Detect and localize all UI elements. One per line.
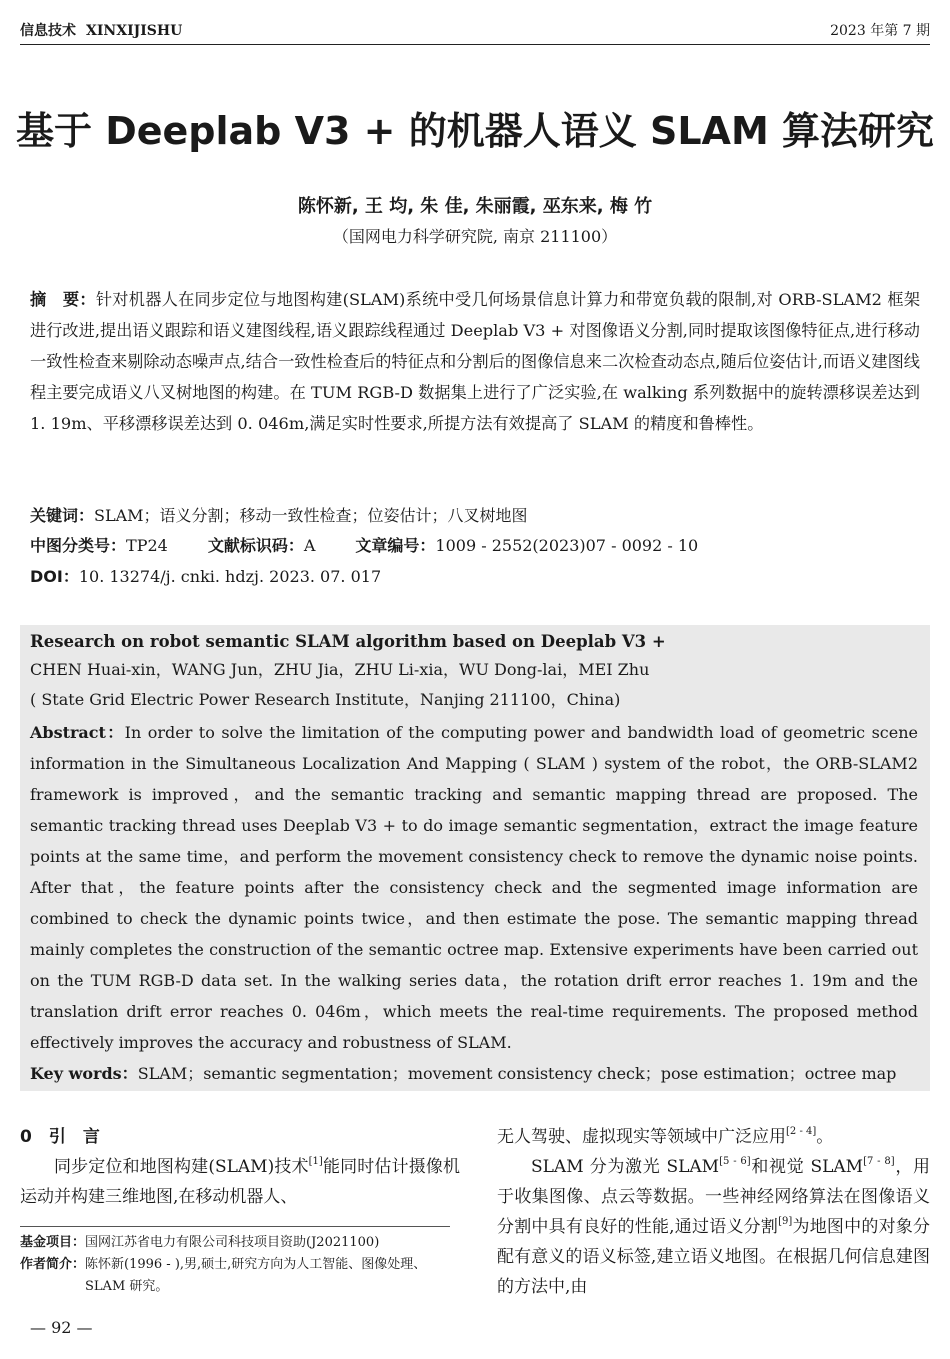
citation: [1]: [308, 1156, 323, 1167]
english-abstract-label: Abstract：: [30, 723, 125, 742]
clc-value: TP24: [126, 536, 168, 555]
doc-code-value: A: [303, 536, 316, 555]
footnote-funding: [20, 1232, 460, 1254]
page-number: — 92 —: [30, 1318, 93, 1337]
keywords-cn-label: 关键词：: [30, 506, 95, 525]
intro-continued: [497, 1122, 930, 1152]
funding-text: 国网江苏省电力有限公司科技项目资助(J2021100): [85, 1235, 380, 1250]
citation: [5 - 6]: [719, 1156, 751, 1167]
english-affiliation: ( State Grid Electric Power Research Institute，Nanjing 211100，China): [30, 690, 621, 709]
abstract-cn-label: 摘 要：: [30, 290, 96, 309]
intro-text: SLAM 分为激光 SLAM: [531, 1157, 720, 1177]
doi-value: 10. 13274/j. cnki. hdzj. 2023. 07. 017: [78, 567, 382, 586]
english-keywords-label: Key words：: [30, 1064, 138, 1083]
clc-label: 中图分类号：: [30, 536, 127, 555]
intro-text: 为地图中的对象分配有意义的语义标签,建立语义地图。在根据几何信息建图的方法中,由: [497, 1217, 931, 1297]
authors: 陈怀新, 王 均, 朱 佳, 朱丽霞, 巫东来, 梅 竹: [297, 196, 653, 217]
running-header: [20, 18, 930, 45]
english-title: Research on robot semantic SLAM algorithm based on Deeplab V3 +: [30, 632, 666, 651]
citation: [7 - 8]: [863, 1156, 895, 1167]
footnote-author: [20, 1254, 460, 1298]
citation: [9]: [778, 1216, 793, 1227]
paper-title: 基于 Deeplab V3 + 的机器人语义 SLAM 算法研究: [15, 109, 935, 153]
doc-code-label: 文献标识码：: [207, 536, 304, 555]
section-heading: 0 引 言: [20, 1127, 100, 1147]
english-abstract-text: In order to solve the limitation of the computing power and bandwidth load of geometric scene information in the Simultaneous Localization And Mapping ( SLAM ) system of the robot，the ORB-SLAM2 framework is improved，and the semantic tracking and semantic mapping thread are proposed. The semantic tracking thread uses Deeplab V3 + to do image semantic segmentation，extract the image feature points at the same time，and perform the movement consistency check to remove the dynamic noise points. After that，the feature points after the consistency check and the segmented image information are combined to check the dynamic points twice，and then estimate the pose. The semantic mapping thread mainly completes the construction of the semantic octree map. Extensive experiments have been carried out on the TUM RGB-D data set. In the walking series data，the rotation drift error reaches 1. 19m and the translation drift error reaches 0. 046m，which meets the real-time requirements. The proposed method effectively improves the accuracy and robustness of SLAM.: [30, 723, 919, 1052]
intro-text: 和视觉 SLAM: [750, 1157, 864, 1177]
intro-text: 同步定位和地图构建(SLAM)技术: [54, 1157, 309, 1177]
left-column: [20, 1122, 460, 1212]
author-bio-label: 作者简介：: [20, 1257, 86, 1272]
issue-label: 2023 年第 7 期: [830, 23, 930, 39]
english-keywords: [30, 1060, 918, 1088]
keywords-cn-text: SLAM；语义分割；移动一致性检查；位姿估计；八叉树地图: [94, 506, 528, 525]
footnote-divider: [20, 1226, 450, 1227]
intro-text: ，用于收集图像、点云等数据。一些神经网络算法在图像语义分割中具有良好的性能,通过语义分割: [497, 1157, 931, 1237]
english-authors: CHEN Huai-xin，WANG Jun，ZHU Jia，ZHU Li-xia，WU Dong-lai，MEI Zhu: [30, 660, 650, 679]
english-abstract: [30, 717, 918, 1058]
intro-paragraph-2: [497, 1152, 930, 1302]
affiliation: （国网电力科学研究院, 南京 211100）: [332, 227, 618, 246]
doi-line: [30, 563, 920, 591]
funding-label: 基金项目：: [20, 1235, 86, 1250]
intro-paragraph-1: [20, 1152, 460, 1212]
intro-text: 。: [816, 1127, 834, 1147]
article-number-label: 文章编号：: [355, 536, 436, 555]
journal-name-en: XINXIJISHU: [86, 23, 183, 39]
citation: [2 - 4]: [786, 1126, 817, 1137]
footnotes: [20, 1232, 460, 1298]
abstract-cn: [30, 284, 920, 439]
keywords-cn: [30, 502, 920, 530]
classification-line: [30, 532, 920, 560]
intro-text: 能同时估计摄像机运动并构建三维地图,在移动机器人、: [20, 1157, 461, 1207]
journal-name: [20, 20, 182, 40]
intro-text: 无人驾驶、虚拟现实等领域中广泛应用: [497, 1127, 786, 1147]
right-column: [497, 1122, 930, 1302]
author-bio-text: 陈怀新(1996 - ),男,硕士,研究方向为人工智能、图像处理、SLAM 研究。: [85, 1257, 427, 1294]
abstract-cn-text: 针对机器人在同步定位与地图构建(SLAM)系统中受几何场景信息计算力和带宽负载的限制,对 ORB-SLAM2 框架进行改进,提出语义跟踪和语义建图线程,语义跟踪线程通过 Deeplab V3 + 对图像语义分割,同时提取该图像特征点,进行移动一致性检查来剔除动态噪声点,结合一致性检查后的特征点和分割后的图像信息来二次检查动态点,随后位姿估计,而语义建图线程主要完成语义八叉树地图的构建。在 TUM RGB-D 数据集上进行了广泛实验,在 walking 系列数据中的旋转漂移误差达到 1. 19m、平移漂移误差达到 0. 046m,满足实时性要求,所提方法有效提高了 SLAM 的精度和鲁棒性。: [30, 290, 921, 433]
english-keywords-text: SLAM；semantic segmentation；movement consistency check；pose estimation；octree map: [137, 1064, 897, 1083]
article-number-value: 1009 - 2552(2023)07 - 0092 - 10: [435, 536, 699, 555]
journal-name-cn: 信息技术: [20, 23, 76, 39]
doi-label: DOI：: [30, 567, 79, 586]
